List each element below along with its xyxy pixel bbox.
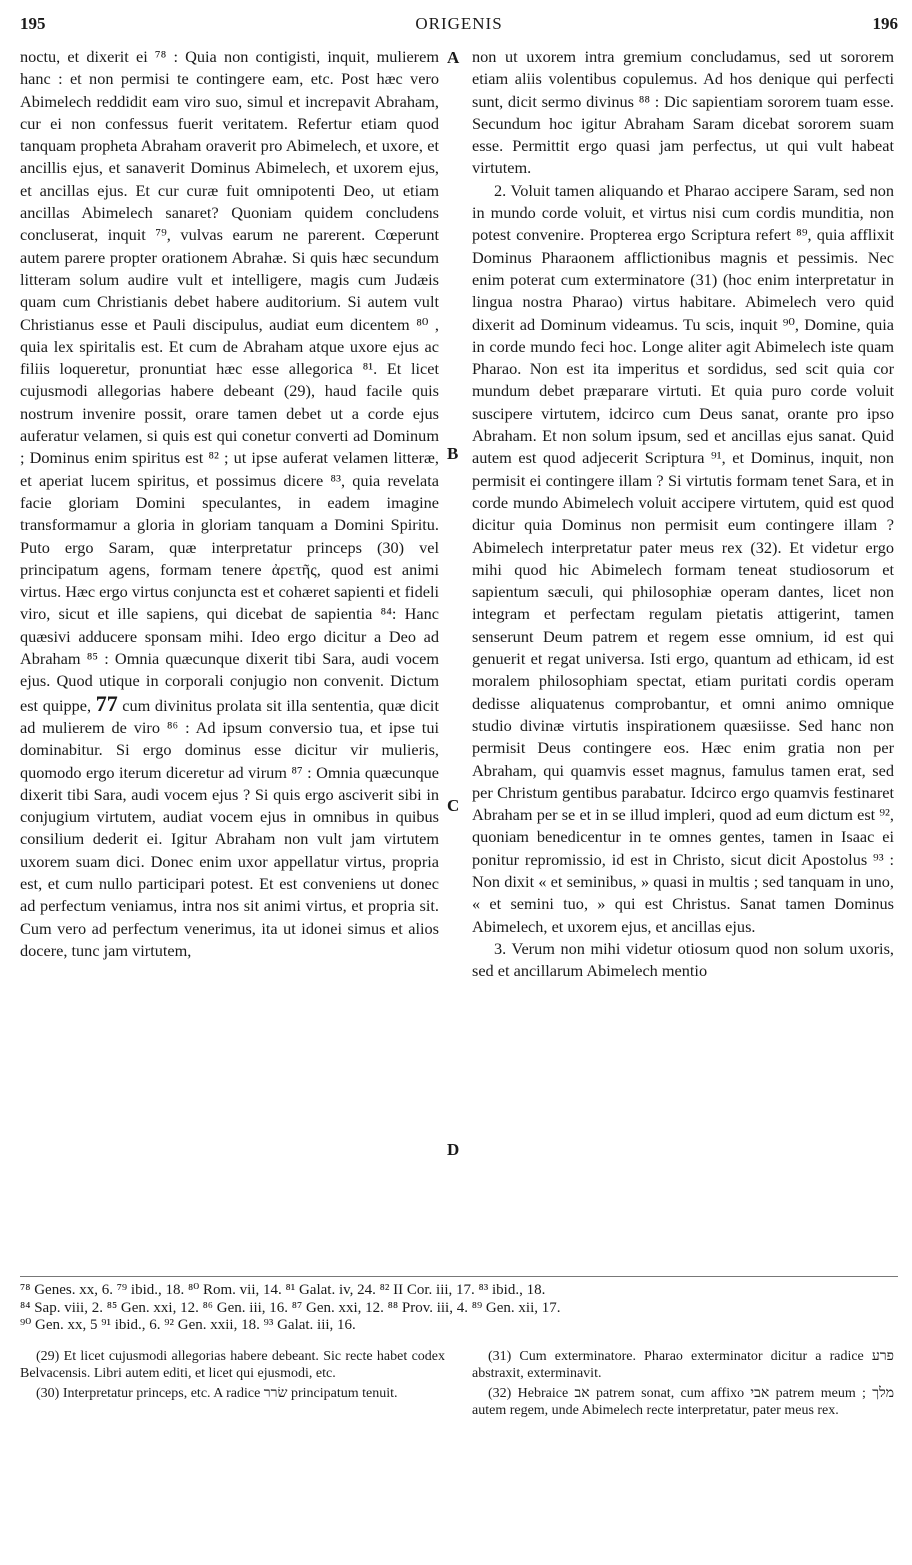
right-column <box>472 46 894 982</box>
right-paragraph-2: 2. Voluit tamen aliquando et Pharao accipere Saram, sed non in mundo corde voluit, et virtus nisi cum cordis munditia, non potest convenire. Propterea ergo Scriptura refert ⁸⁹, quia afflixit Dominus Pharaonem afflictionibus magnis et pessimis. Nec enim poterat cum exterminatore (31) (hoc enim interpretatur in lingua nostra Pharao) virtus habitare. Abimelech vero quid dixerit ad Dominum videamus. Tu scis, inquit ⁹⁰, Domine, quia in corde mundo feci hoc. Longe aliter agit Abimelech iste quam Pharao. Non est ita imperitus et sordidus, sed scit quia cor mundum debet præparare virtuti. Et quia puro corde voluit suscipere virtutem, idcirco cum Deus sanat, orante pro ipso Abraham. Et non solum ipsum, sed et ancillas ejus sanat. Quid autem est quod adjecerit Scriptura ⁹¹, et Dominus, inquit, non permisit ei contingere illam ? Si virtutis formam tenet Sara, et in corde mundo Abimelech voluit accipere virtutem, quid est quod dicitur quia Dominus non permisit eum contingere illam ? Abimelech interpretatur pater meus rex (32). Et videtur ergo mihi quod hic Abimelech formam teneat studiosorum et sapientum sæculi, qui philosophiæ operam dantes, licet non integram et perfectam regulam pietatis attigerint, tamen senserunt Deum patrem et regem esse omnium, id est qui genuerit et regat universa. Isti ergo, quantum ad ethicam, id est moralem philosophiam spectat, etiam puritati cordis operam dedisse aliquatenus comprobantur, et omni animo omnique studio divinæ virtutis inspirationem quæsiisse. Sed hanc non permisit Deus contingere eos. Hæc enim gratia non per Abraham, qui quamvis esset magnus, famulus tamen erat, sed per Christum gentibus parabatur. Idcirco ergo quamvis festinaret Abraham per se et in se illud impleri, quod ad eum dictum est ⁹², quoniam benedicentur in te omnes gentes, tamen in Isaac ei ponitur repromissio, id est in Christo, sicut dicit Apostolus ⁹³ : Non dixit « et seminibus, » quasi in multis ; sed tanquam in uno, « et semini tuo, » qui est Christus. Sanat tamen Dominus Abimelech, et uxorem ejus, et ancillas ejus. <box>472 180 894 936</box>
editor-notes-left <box>20 1348 445 1405</box>
page-number-left: 195 <box>20 14 46 33</box>
reference-line-2: ⁸⁴ Sap. viii, 2. ⁸⁵ Gen. xxi, 12. ⁸⁶ Gen. iii, 16. ⁸⁷ Gen. xxi, 12. ⁸⁸ Prov. iii, 4. ⁸⁹ Gen. xii, 17. <box>20 1299 561 1316</box>
left-paragraph <box>20 46 439 962</box>
note-29: (29) Et licet cujusmodi allegorias habere debeant. Sic recte habet codex Belvacensis. Libri autem editi, et licet qui ejusmodi, etc. <box>20 1349 445 1381</box>
note-30: (30) Interpretatur princeps, etc. A radice שׂרר principatum tenuit. <box>36 1386 398 1401</box>
inline-page-mark: 77 <box>95 690 118 716</box>
left-text-1: noctu, et dixerit ei ⁷⁸ : Quia non contigisti, inquit, mulierem hanc : et non permisi te contingere eam, etc. Post hæc vero Abimelech reddidit eam viro suo, simul et increpavit Abraham, cur ei non confessus fuerit veritatem. Refertur etiam quod tanquam propheta Abraham oraverit pro Abimelech, et uxore, et ancillis ejus, et sanaverit Dominus Abimelech, et uxorem ejus, et ancillas ejus. Et cur curæ fuit omnipotenti Deo, ut etiam ancillas Abimelech sanaret? Quoniam quidem concludens concluserat, inquit ⁷⁹, vulvas earum ne parerent. Cœperunt autem parere propter orationem Abrahæ. Si quis hæc secundum litteram solum audire vult et intelligere, magis cum Judæis quam cum Christianis debet habere auditorium. Si autem vult Christianus esse et Pauli discipulus, audiat eum dicentem ⁸⁰ , quia lex spiritalis est. Et cum de Abraham atque uxore ejus ac filiis loqueretur, pronuntiat hæc esse allegorica ⁸¹. Et licet cujusmodi allegorias habere debeant (29), haud facile quis nostrum invenire possit, orare tamen debet ut a corde ejus auferatur velamen, si quis est qui conetur converti ad Dominum ; Dominus enim spiritus est ⁸² ; ut ipse auferat velamen litteræ, et aperiat lucem spiritus, et possimus dicere ⁸³, quia revelata facie gloriam Domini speculantes, in eadem imagine transformamur a gloria in gloriam tanquam a Domini Spiritu. Puto ergo Saram, quæ interpretatur princeps (30) vel principatum agens, formam tenere ἀρετῆς, quod est animi virtus. Hæc ergo virtus conjuncta est et cohæret sapienti et fideli viro, sicut et ille sapiens, qui dicebat de sapientia ⁸⁴: Hanc quæsivi adducere sponsam mihi. Ideo ergo dicitur a Deo ad Abraham ⁸⁵ : Omnia quæcunque dixerit tibi Sara, audi vocem ejus. Quod utique in corporali conjugio non convenit. Dictum est quippe, <box>20 47 439 715</box>
right-paragraph-1: non ut uxorem intra gremium concludamus, sed ut sororem etiam aliis volentibus copulemus. Ad hos denique qui perfecti sunt, dicit sermo divinus ⁸⁸ : Dic sapientiam sororem tuam esse. Secundum hoc igitur Abraham Saram dicebat sororem suam esse. Permittit ergo quasi jam perfectus, ut qui vult habeat virtutem. <box>472 47 894 178</box>
reference-line-1: ⁷⁸ Genes. xx, 6. ⁷⁹ ibid., 18. ⁸⁰ Rom. vii, 14. ⁸¹ Galat. iv, 24. ⁸² II Cor. iii, 17. ⁸³ ibid., 18. <box>20 1282 546 1298</box>
left-text-2: cum divinitus prolata sit illa sententia, quæ dicit ad mulierem de viro ⁸⁶ : Ad ipsum conversio tua, et ipse tui dominabitur. Si ergo dominus esse dicitur vir mulieris, quomodo ergo iterum diceretur ad virum ⁸⁷ : Omnia quæcunque dixerit tibi Sara, audi vocem ejus ? Si quis ergo asciverit sibi in conjugium virtutem, audiat vocem ejus in omnibus in quibus consilium dederit ei. Igitur Abraham non vult jam virtutem uxorem suam dici. Donec enim uxor appellatur virtus, propria est, et cum nullo participari potest. Et est conveniens ut donec ad perfectum veniamus, intra nos sit animi virtus, et propria sit. Cum vero ad perfectum venerimus, ita ut idonei simus et alios docere, tunc jam virtutem, <box>20 695 439 960</box>
margin-marker-c: C <box>447 796 460 815</box>
note-32: (32) Hebraice אב patrem sonat, cum affixo אבי patrem meum ; מלך autem regem, unde Abimelech recte interpretatur, pater meus rex. <box>472 1386 894 1418</box>
editor-notes-right <box>472 1348 894 1422</box>
left-column <box>20 46 439 962</box>
margin-marker-a: A <box>447 48 460 67</box>
reference-line-3: ⁹⁰ Gen. xx, 5 ⁹¹ ibid., 6. ⁹² Gen. xxii, 18. ⁹³ Galat. iii, 16. <box>20 1317 356 1333</box>
running-title: ORIGENIS <box>415 14 503 33</box>
margin-marker-d: D <box>447 1140 460 1159</box>
page-header <box>20 6 898 40</box>
margin-marker-b: B <box>447 444 459 463</box>
page-number-right: 196 <box>872 14 898 33</box>
scripture-references <box>20 1282 898 1335</box>
note-31: (31) Cum exterminatore. Pharao exterminator dicitur a radice פרע abstraxit, exterminavit. <box>472 1349 894 1381</box>
footnote-divider <box>20 1276 898 1277</box>
right-paragraph-3: 3. Verum non mihi videtur otiosum quod non solum uxoris, sed et ancillarum Abimelech mentio <box>472 938 894 981</box>
